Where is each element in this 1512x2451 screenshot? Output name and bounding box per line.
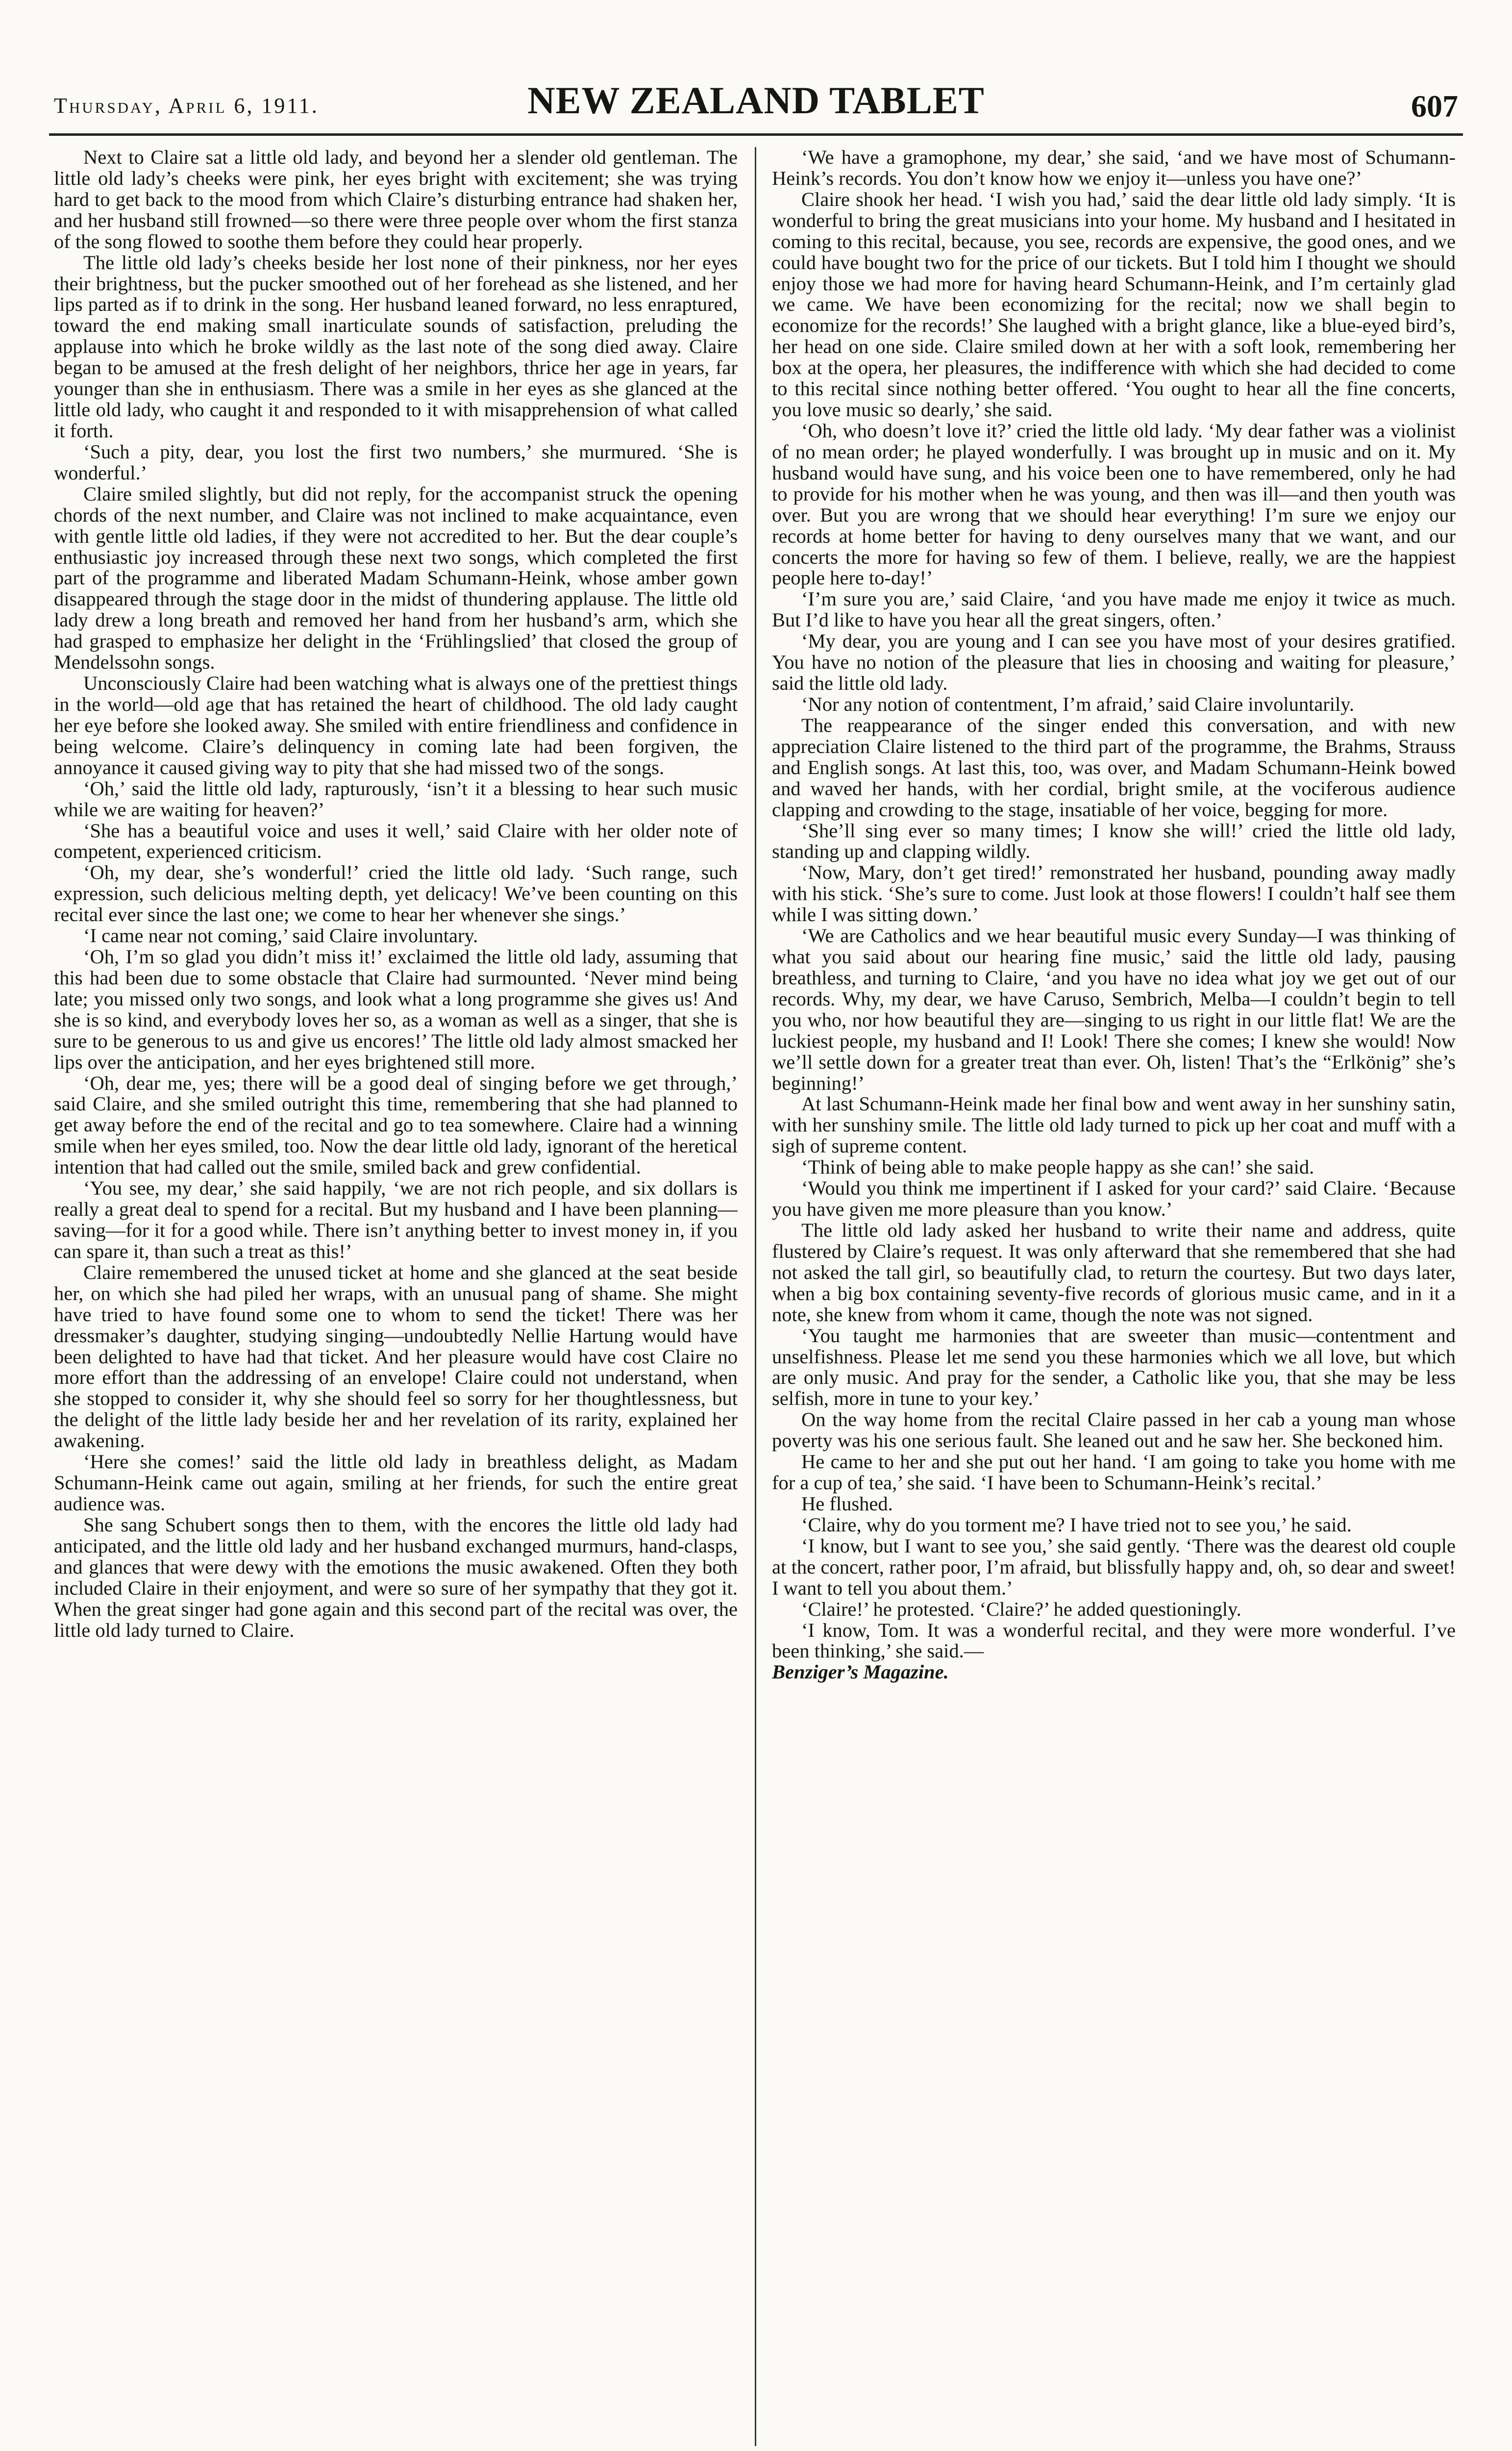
masthead (44, 74, 1468, 137)
newspaper-title: NEW ZEALAND TABLET (527, 79, 985, 122)
paragraph: ‘Nor any notion of contentment, I’m afraid,’ said Claire involuntarily. (801, 693, 1355, 715)
paragraph: On the way home from the recital Claire passed in her cab a young man whose poverty was his one serious fault. She leaned out and he saw her. She beckoned him. (772, 1408, 1456, 1452)
header-rule (49, 133, 1463, 136)
paragraph: ‘I’m sure you are,’ said Claire, ‘and you have made me enjoy it twice as much. But I’d like to have you hear all the great singers, often.’ (772, 588, 1456, 631)
paragraph: ‘We are Catholics and we hear beautiful music every Sunday—I was thinking of what you said about our hearing fine music,’ said the little old lady, pausing breathless, and turning to Claire, ‘and you have no idea what joy we get out of our records. Why, my dear, we have Caruso, Sembrich, Melba—I couldn’t begin to tell you who, nor how beautiful they are—singing to us right in our little flat! We are the luckiest people, my husband and I! Look! There she comes; I knew she would! Now we’ll settle down for a greater treat than ever. Oh, listen! That’s the “Erlkönig” she’s beginning!’ (772, 925, 1456, 1094)
source-credit: Benziger’s Magazine. (772, 1661, 949, 1683)
paragraph: ‘You taught me harmonies that are sweeter than music—contentment and unselfishness. Please let me send you these harmonies which we all love, but which are only music. And pray for the sender, a Catholic like you, that she may be less selfish, more in tune to your key.’ (772, 1324, 1456, 1410)
paragraph: ‘Such a pity, dear, you lost the first two numbers,’ she murmured. ‘She is wonderful.’ (54, 440, 738, 484)
column-divider (755, 147, 756, 2446)
paragraph: ‘Claire, why do you torment me? I have tried not to see you,’ he said. (801, 1513, 1352, 1536)
right-column (772, 147, 1456, 2451)
issue-date: Thursday, April 6, 1911. (54, 94, 319, 118)
paragraph: She sang Schubert songs then to them, with the encores the little old lady had anticipated, and the little old lady and her husband exchanged murmurs, hand-clasps, and glances that were dewy with the emotions the music awakened. Often they both included Claire in their enjoyment, and were so sure of her sympathy that they got it. When the great singer had gone again and this second part of the recital was over, the little old lady turned to Claire. (54, 1513, 738, 1641)
paragraph: The little old lady asked her husband to write their name and address, quite flustered by Claire’s request. It was only afterward that she remembered that she had not asked the tall girl, so beautifully clad, to return the courtesy. But two days later, when a big box containing seventy-five records of glorious music came, and in it a note, she knew from whom it came, though the note was not signed. (772, 1219, 1456, 1326)
page-number: 607 (1411, 89, 1458, 124)
paragraph: ‘Oh,’ said the little old lady, rapturously, ‘isn’t it a blessing to hear such music while we are waiting for heaven?’ (54, 777, 738, 821)
paragraph: Claire smiled slightly, but did not reply, for the accompanist struck the opening chords of the next number, and Claire was not inclined to make acquaintance, even with gentle little old ladies, if they were not accredited to her. But the dear couple’s enthusiastic joy increased through these next two songs, which completed the first part of the programme and liberated Madam Schumann-Heink, whose amber gown disappeared through the stage door in the midst of thundering applause. The little old lady drew a long breath and removed her hand from her husband’s arm, which she had grasped to emphasize her delight in the ‘Frühlingslied’ that closed the group of Mendelssohn songs. (54, 482, 738, 674)
paragraph: ‘Think of being able to make people happy as she can!’ she said. (801, 1156, 1314, 1178)
paragraph: ‘I know, Tom. It was a wonderful recital, and they were more wonderful. I’ve been thinking,’ she said.— (772, 1619, 1456, 1662)
paragraph: ‘She’ll sing ever so many times; I know she will!’ cried the little old lady, standing up and clapping wildly. (772, 819, 1456, 863)
paragraph: ‘Claire!’ he protested. ‘Claire?’ he added questioningly. (801, 1598, 1241, 1620)
paragraph: He flushed. (801, 1493, 893, 1515)
paragraph: ‘Here she comes!’ said the little old lady in breathless delight, as Madam Schumann-Heink came out again, smiling at her friends, for such the entire great audience was. (54, 1451, 738, 1515)
paragraph: ‘Oh, dear me, yes; there will be a good deal of singing before we get through,’ said Claire, and she smiled outright this time, remembering that she had planned to get away before the end of the recital and go to tea somewhere. Claire had a winning smile when her eyes smiled, too. Now the dear little old lady, ignorant of the heretical intention that had called out the smile, smiled back and grew confidential. (54, 1072, 738, 1178)
paragraph: ‘I came near not coming,’ said Claire involuntary. (83, 925, 478, 947)
paragraph: The reappearance of the singer ended this conversation, and with new appreciation Claire listened to the third part of the programme, the Brahms, Strauss and English songs. At last this, too, was over, and Madam Schumann-Heink bowed and waved her hands, with her cordial, bright smile, at the vociferous audience clapping and crowding to the stage, insatiable of her voice, begging for more. (772, 714, 1456, 821)
paragraph: ‘We have a gramophone, my dear,’ she said, ‘and we have most of Schumann-Heink’s records. You don’t know how we enjoy it—unless you have one?’ (772, 147, 1456, 189)
paragraph: The little old lady’s cheeks beside her lost none of their pinkness, nor her eyes their brightness, but the pucker smoothed out of her forehead as she listened, and her lips parted as if to drink in the song. Her husband leaned forward, no less enraptured, toward the end making small inarticulate sounds of satisfaction, preluding the applause into which he broke wildly as the last note of the song died away. Claire began to be amused at the fresh delight of her neighbors, thrice her age in years, far younger than she in enthusiasm. There was a smile in her eyes as she glanced at the little old lady, who caught it and responded to it with misapprehension of what called it forth. (54, 251, 738, 442)
left-column (54, 147, 738, 2451)
paragraph: ‘You see, my dear,’ she said happily, ‘we are not rich people, and six dollars is really a great deal to spend for a recital. But my husband and I have been planning—saving—for it for a good while. There isn’t anything better to invest money in, if you can spare it, than such a treat as this!’ (54, 1177, 738, 1262)
paragraph: ‘Now, Mary, don’t get tired!’ remonstrated her husband, pounding away madly with his stick. ‘She’s sure to come. Just look at those flowers! I couldn’t half see them while I was sitting down.’ (772, 861, 1456, 926)
paragraph: At last Schumann-Heink made her final bow and went away in her sunshiny satin, with her sunshiny smile. The little old lady turned to pick up her coat and muff with a sigh of supreme content. (772, 1093, 1456, 1157)
paragraph: Claire remembered the unused ticket at home and she glanced at the seat beside her, on which she had piled her wraps, with an unusual pang of shame. She might have tried to have found some one to whom to send the ticket! There was her dressmaker’s daughter, studying singing—undoubtedly Nellie Hartung would have been delighted to have had that ticket. And her pleasure would have cost Claire no more effort than the addressing of an envelope! Claire could not understand, when she stopped to consider it, why she should feel so sorry for her thoughtlessness, but the delight of the little lady beside her and her revelation of its rarity, explained her awakening. (54, 1261, 738, 1452)
paragraph: Unconsciously Claire had been watching what is always one of the prettiest things in the world—old age that has retained the heart of childhood. The old lady caught her eye before she looked away. She smiled with entire friendliness and confidence in being welcome. Claire’s delinquency in coming late had been forgiven, the annoyance it caused giving way to pity that she had missed two of the songs. (54, 672, 738, 778)
paragraph: ‘Oh, I’m so glad you didn’t miss it!’ exclaimed the little old lady, assuming that this had been due to some obstacle that Claire had surmounted. ‘Never mind being late; you missed only two songs, and look what a long programme she gives us! And she is so kind, and everybody loves her so, as a woman as well as a singer, that she is sure to be generous to us and give us encores!’ The little old lady almost smacked her lips over the anticipation, and her eyes brightened still more. (54, 946, 738, 1073)
paragraph: ‘Oh, my dear, she’s wonderful!’ cried the little old lady. ‘Such range, such expression, such delicious melting depth, yet delicacy! We’ve been counting on this recital ever since the last one; we come to hear her whenever she sings.’ (54, 861, 738, 926)
paragraph: ‘I know, but I want to see you,’ she said gently. ‘There was the dearest old couple at the concert, rather poor, I’m afraid, but blissfully happy and, oh, so dear and sweet! I want to tell you about them.’ (772, 1534, 1456, 1599)
paragraph: ‘Would you think me impertinent if I asked for your card?’ said Claire. ‘Because you have given me more pleasure than you know.’ (772, 1177, 1456, 1221)
paragraph: ‘Oh, who doesn’t love it?’ cried the little old lady. ‘My dear father was a violinist of no mean order; he played wonderfully. I was brought up in music and on it. My husband would have sung, and his voice been one to have remembered, only he had to provide for his mother when he was young, and then was ill—and then youth was over. But you are wrong that we should hear everything! I’m sure we enjoy our records at home better for having to deny ourselves many that we want, and our concerts the more for having so few of them. I believe, really, we are the happiest people here to-day!’ (772, 419, 1456, 589)
paragraph: ‘My dear, you are young and I can see you have most of your desires gratified. You have no notion of the pleasure that lies in choosing and waiting for pleasure,’ said the little old lady. (772, 630, 1456, 695)
paragraph: ‘She has a beautiful voice and uses it well,’ said Claire with her older note of competent, experienced criticism. (54, 819, 738, 863)
paragraph: Next to Claire sat a little old lady, and beyond her a slender old gentleman. The little old lady’s cheeks were pink, her eyes bright with excitement; she was trying hard to get back to the mood from which Claire’s disturbing entrance had shaken her, and her husband still frowned—so there were three people over whom the first stanza of the song flowed to soothe them before they could hear properly. (54, 147, 738, 252)
paragraph: Claire shook her head. ‘I wish you had,’ said the dear little old lady simply. ‘It is wonderful to bring the great musicians into your home. My husband and I hesitated in coming to this recital, because, you see, records are expensive, the good ones, and we could have bought two for the price of our tickets. But I told him I thought we should enjoy those we had more for having heard Schumann-Heink, and I’m certainly glad we came. We have been economizing for the recital; now we shall begin to economize for the records!’ She laughed with a bright glance, like a blue-eyed bird’s, her head on one side. Claire smiled down at her with a soft look, remembering her box at the opera, her pleasures, the indifference with which she had decided to come to this recital since nothing better offered. ‘You ought to hear all the fine concerts, you love music so dearly,’ she said. (772, 188, 1456, 421)
paragraph: He came to her and she put out her hand. ‘I am going to take you home with me for a cup of tea,’ she said. ‘I have been to Schumann-Heink’s recital.’ (772, 1451, 1456, 1494)
